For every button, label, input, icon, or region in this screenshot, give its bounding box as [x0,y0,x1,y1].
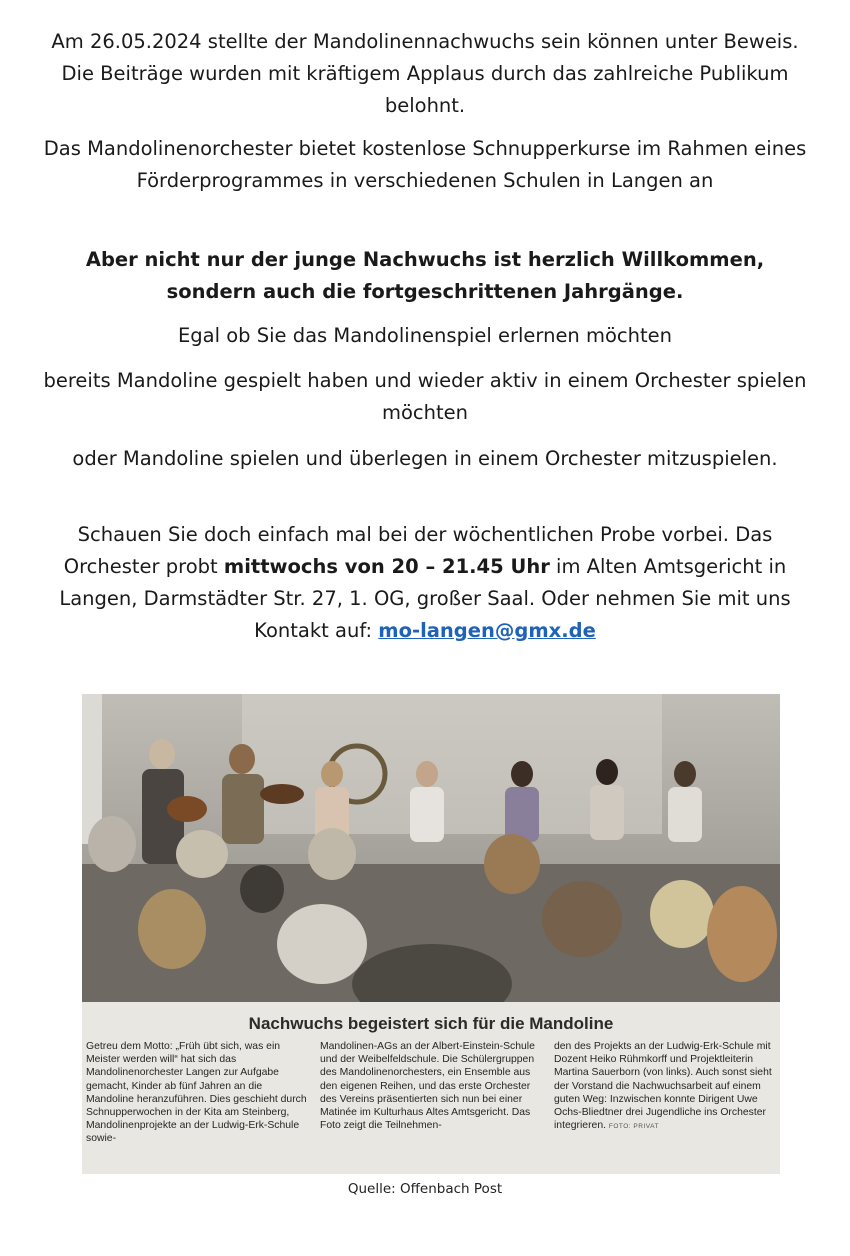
rehearsal-time: mittwochs von 20 – 21.45 Uhr [223,555,550,578]
photo-credit: FOTO: PRIVAT [608,1123,659,1131]
email-link[interactable]: mo-langen@gmx.de [378,619,596,642]
contact-prefix: Oder nehmen Sie mit uns Kontakt auf: [254,587,791,642]
welcome-paragraph: Aber nicht nur der junge Nachwuchs ist herzlich Willkommen, sondern auch die fortgeschrittenen Jahrgänge. [85,248,765,303]
intro-paragraph: Am 26.05.2024 stellte der Mandolinennachwuchs sein können unter Beweis. Die Beiträge wurden mit kräftigem Applaus durch das zahlreiche Publikum belohnt. [51,30,799,117]
rehearsal-prefix: Das Orchester probt [63,523,773,578]
rehearsal-paragraph [40,519,810,647]
courses-paragraph: Das Mandolinenorchester bietet kostenlose Schnupperkurse im Rahmen eines Förderprogrammes in verschiedenen Schulen in Langen an [43,137,807,192]
rehearsal-location: im Alten Amtsgericht in Langen, Darmstädter Str. 27, 1. OG, großer Saal. [59,555,787,610]
clipping-columns [86,1040,776,1146]
newspaper-clipping [82,694,780,1174]
clipping-headline: Nachwuchs begeistert sich für die Mandoline [248,1014,614,1033]
orchestra-photo [82,694,780,1002]
option-learn: Egal ob Sie das Mandolinenspiel erlernen möchten [177,324,673,347]
clipping-column-1: Getreu dem Motto: „Früh übt sich, was ein Meister werden will“ hat sich das Mandolinenorchester Langen zur Aufgabe gemacht, Kinder ab fünf Jahren an die Mandoline heranzuführen. Dies geschieht durch Schnupperwochen in der Kita am Steinberg, Mandolinenprojekte an der Ludwig-Erk-Schule sowie- [86,1041,307,1145]
clipping-column-3-text: den des Projekts an der Ludwig-Erk-Schule mit Dozent Heiko Rühmkorff und Projektleiterin Martina Sauerborn (von links). Auch sonst sieht der Vorstand die Nachwuchsarbeit auf einem guten Weg: Inzwischen konnte Dirigent Uwe Ochs-Bliedtner drei Jugendliche ins Orchester integrieren. [554,1041,772,1132]
rehearsal-invite: Schauen Sie doch einfach mal bei der wöchentlichen Probe vorbei. [77,523,729,546]
source-caption: Quelle: Offenbach Post [347,1181,503,1197]
clipping-column-3 [554,1040,776,1146]
clipping-column-2: Mandolinen-AGs an der Albert-Einstein-Schule und der Weibelfeldschule. Die Schülergruppen des Mandolinenorchesters, ein Ensemble aus den eigenen Reihen, und das erste Orchester des Vereins präsentierten sich nun bei einer Matinée im Kulturhaus Altes Amtsgericht. Das Foto zeigt die Teilnehmen- [320,1041,535,1132]
option-return: bereits Mandoline gespielt haben und wieder aktiv in einem Orchester spielen möchten [43,369,807,424]
option-join: oder Mandoline spielen und überlegen in einem Orchester mitzuspielen. [72,447,778,470]
